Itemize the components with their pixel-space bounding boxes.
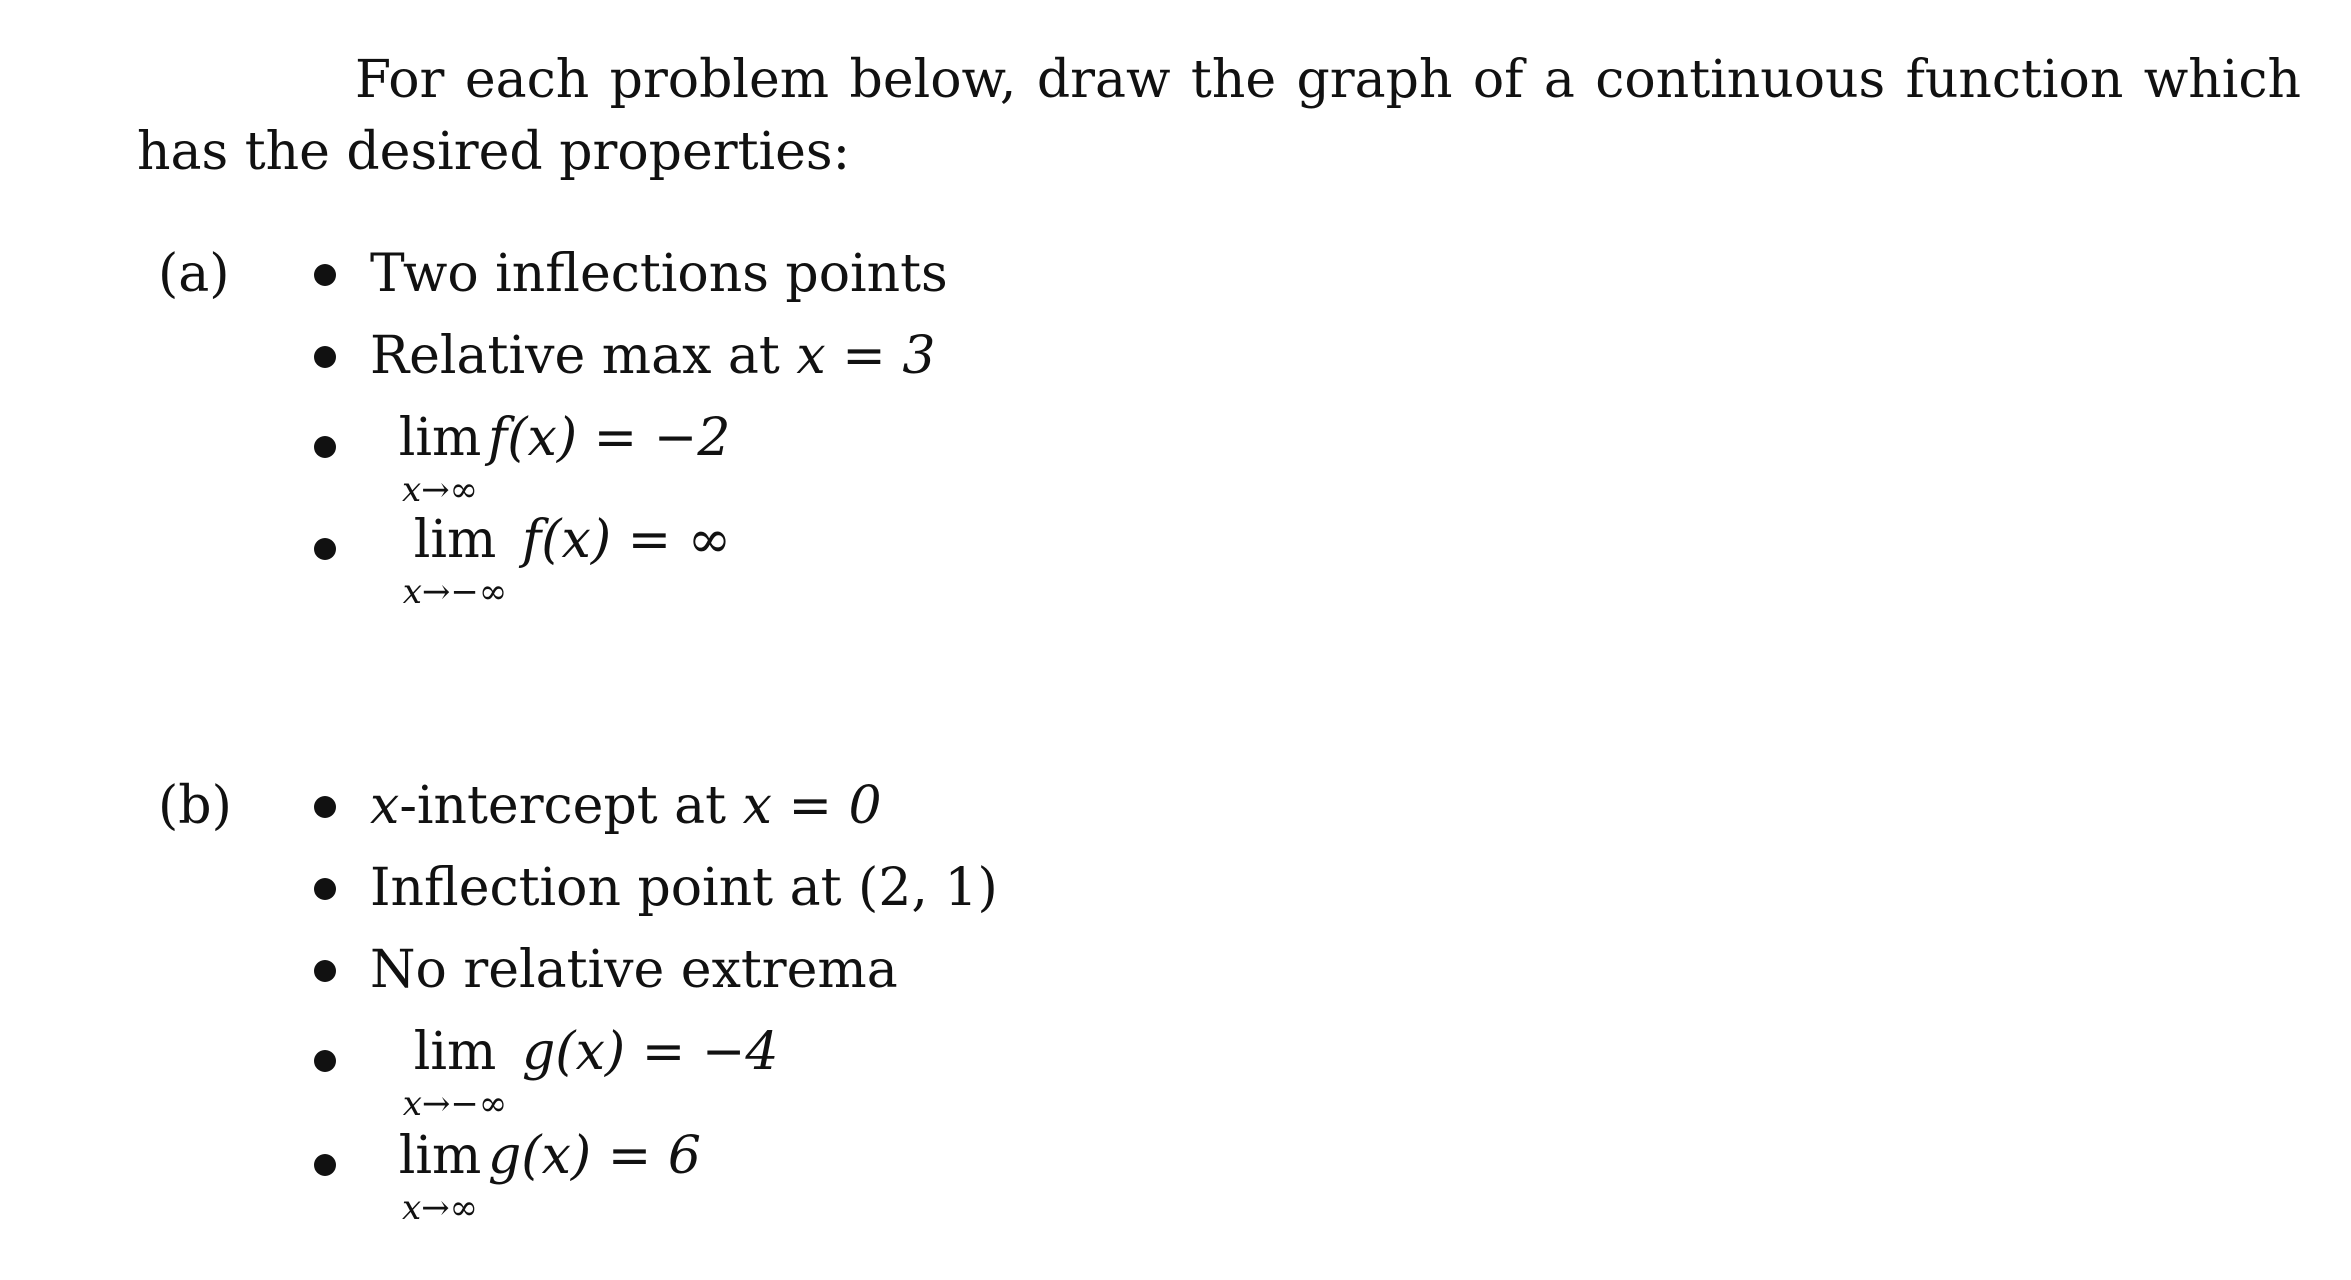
list-item [0,858,1400,942]
list-item [0,326,1400,410]
limit-value: g(x) = 6 [488,1126,701,1186]
bullet-icon [314,960,336,982]
bullet-icon [314,878,336,900]
limit-subscript: x→∞ [402,1188,478,1228]
bullet-icon [314,1154,336,1176]
bullet-icon [314,264,336,286]
bullet-icon [314,796,336,818]
part-a-label: (a) [158,244,230,304]
limit-operator: lim [398,408,482,468]
bullet-icon [314,436,336,458]
list-item [0,408,1400,510]
list-item [0,1126,1400,1228]
limit-value: f(x) = ∞ [522,510,732,570]
item-text: No relative extrema [370,940,898,1000]
part-b-label: (b) [158,776,232,836]
list-item [0,510,1400,612]
bullet-icon [314,1050,336,1072]
bullet-icon [314,538,336,560]
item-text: Inflection point at (2, 1) [370,858,998,918]
limit-operator: lim [413,1022,497,1082]
limit-value: g(x) = −4 [522,1022,779,1082]
list-item [0,940,1400,1024]
item-math: x = 0 [742,776,882,836]
item-text-plain: -intercept at [399,776,743,836]
limit-operator: lim [398,1126,482,1186]
item-text-plain: Relative max at [370,326,797,386]
limit-subscript: x→−∞ [402,1084,508,1124]
item-text: Two inflections points [370,244,948,304]
limit-operator: lim [413,510,497,570]
problem-instructions: For each problem below, draw the graph of a continuous function which has the desired properties: [137,50,2301,182]
list-item [0,244,1400,328]
limit-value: f(x) = −2 [488,408,731,468]
item-text [370,776,882,836]
item-math: x = 3 [796,326,936,386]
item-math: x [370,776,400,836]
limit-subscript: x→−∞ [402,572,508,612]
list-item [0,1022,1400,1124]
list-item [0,776,1400,860]
limit-subscript: x→∞ [402,470,478,510]
bullet-icon [314,346,336,368]
item-text [370,326,935,386]
